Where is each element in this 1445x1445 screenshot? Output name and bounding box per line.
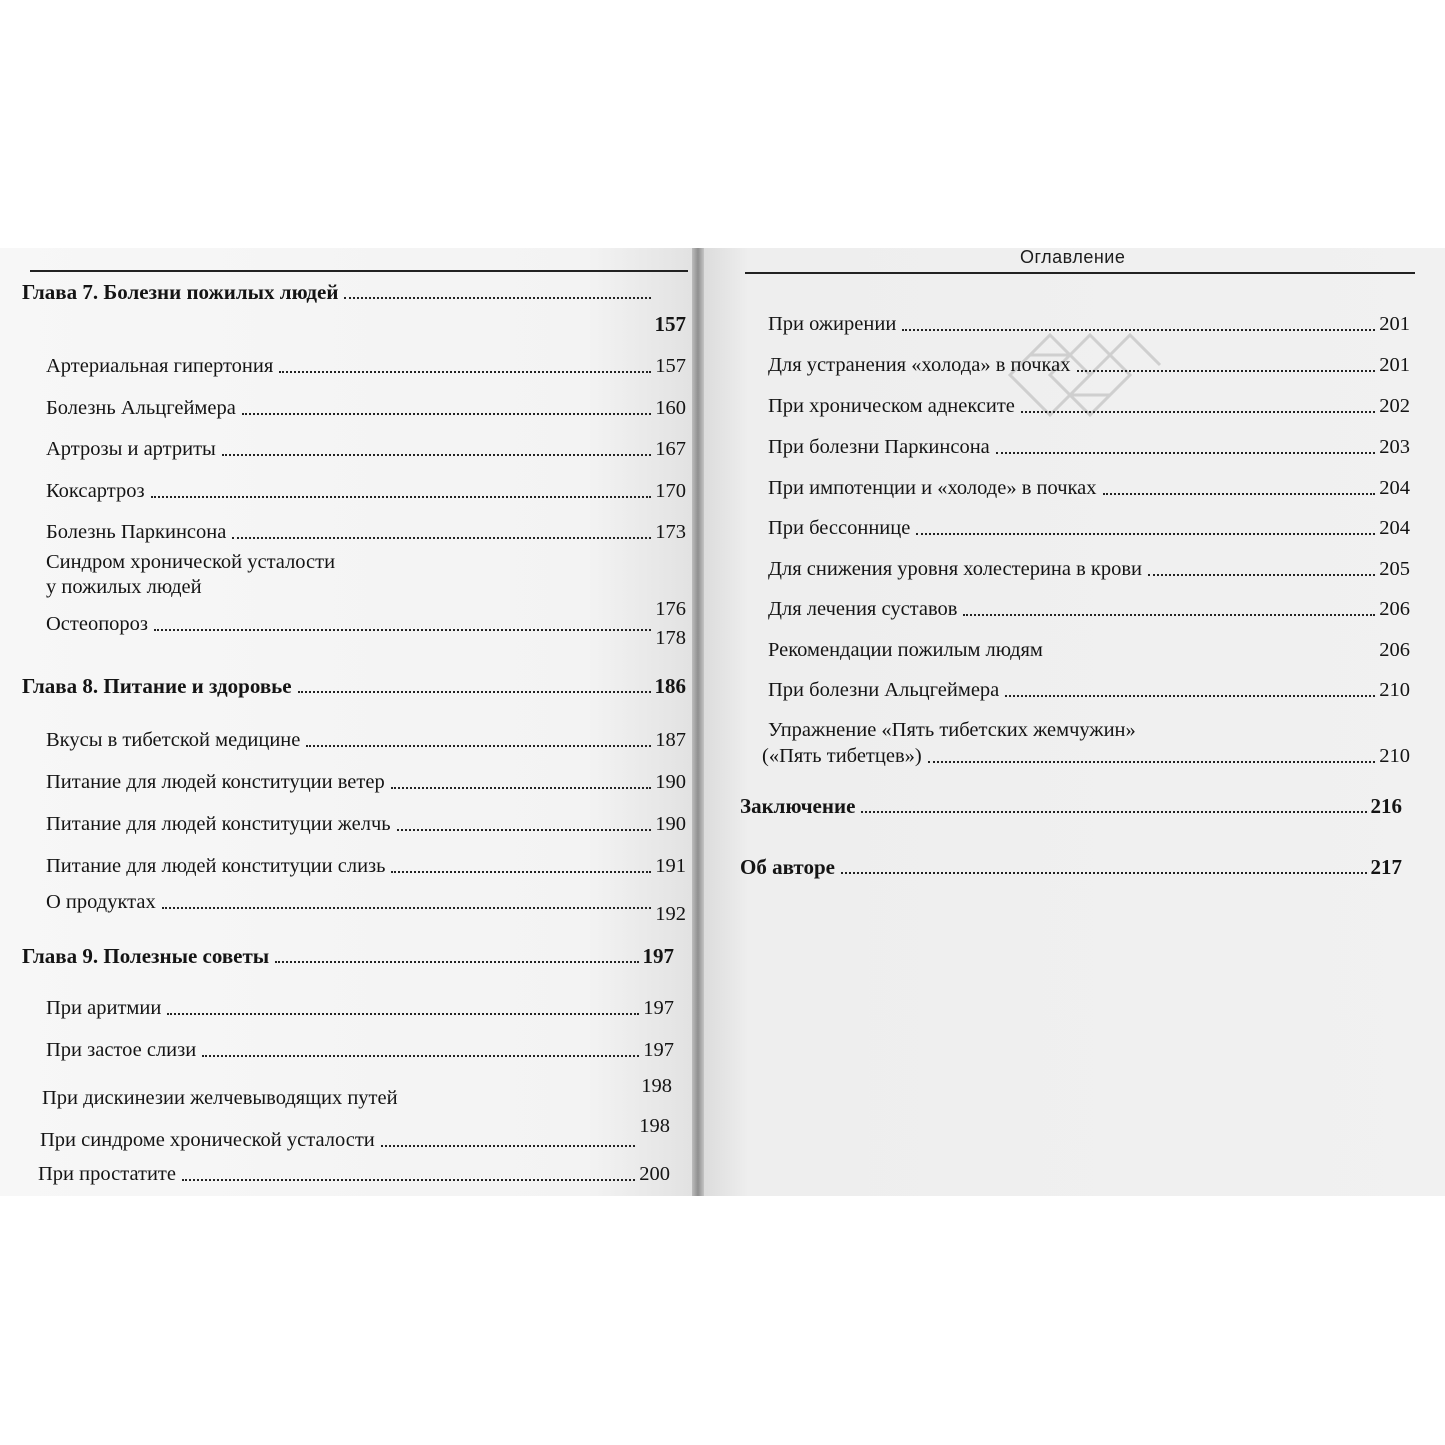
toc-leader <box>275 961 638 963</box>
toc-entry-title: Питание для людей конституции слизь <box>46 855 386 877</box>
toc-chapter-7[interactable] <box>22 280 686 336</box>
toc-leader <box>1103 493 1376 495</box>
toc-leader <box>861 811 1366 813</box>
toc-page-number: 170 <box>655 480 686 502</box>
toc-entry-title: Питание для людей конституции желчь <box>46 813 391 835</box>
toc-entry[interactable] <box>762 744 1410 768</box>
toc-entry[interactable] <box>46 354 686 378</box>
toc-leader <box>279 371 651 373</box>
toc-page-number: 186 <box>654 674 686 698</box>
toc-page-number: 160 <box>655 397 686 419</box>
toc-entry-title: При простатите <box>38 1163 176 1185</box>
toc-entry-title: Болезнь Альцгеймера <box>46 397 236 419</box>
toc-page-number: 197 <box>643 997 674 1019</box>
toc-page-number: 217 <box>1370 855 1402 879</box>
toc-about-author[interactable] <box>740 855 1402 879</box>
toc-page-number: 191 <box>655 855 686 877</box>
toc-leader <box>391 787 652 789</box>
toc-entry[interactable] <box>768 638 1410 662</box>
toc-conclusion[interactable] <box>740 794 1402 818</box>
toc-page-number: 216 <box>1370 794 1402 818</box>
toc-page-number: 205 <box>1379 558 1410 580</box>
toc-entry-title: Остеопороз <box>46 613 149 635</box>
toc-page-number: 157 <box>654 312 686 336</box>
header-rule-right <box>745 272 1415 274</box>
toc-entry-title: При импотенции и «холоде» в почках <box>768 477 1097 499</box>
toc-entry-title: Болезнь Паркинсона <box>46 521 227 543</box>
toc-entry[interactable] <box>768 516 1410 540</box>
toc-entry-title: Коксартроз <box>46 480 145 502</box>
toc-leader <box>242 413 651 415</box>
toc-entry[interactable] <box>46 890 686 925</box>
toc-leader <box>841 872 1367 874</box>
toc-chapter-8[interactable] <box>22 674 686 698</box>
toc-entry[interactable] <box>46 575 686 620</box>
toc-page-number: 176 <box>655 598 686 620</box>
toc-leader <box>306 745 651 747</box>
toc-leader <box>1077 370 1376 372</box>
toc-page-number: 167 <box>655 438 686 460</box>
toc-entry-title: Вкусы в тибетской медицине <box>46 729 301 751</box>
toc-entry[interactable] <box>46 396 686 420</box>
toc-page-number: 197 <box>642 944 674 968</box>
toc-page-number: 173 <box>655 521 686 543</box>
toc-entry-title: При бессоннице <box>768 517 911 539</box>
toc-entry-exercise-line1: Упражнение «Пять тибетских жемчужин» <box>768 719 1136 741</box>
header-rule-left <box>30 270 688 272</box>
toc-entry[interactable] <box>768 476 1410 500</box>
toc-page-number: 190 <box>655 813 686 835</box>
toc-page-number: 204 <box>1379 477 1410 499</box>
toc-entry-title: При застое слизи <box>46 1039 197 1061</box>
toc-entry[interactable] <box>46 479 686 503</box>
toc-chapter-title: Глава 7. Болезни пожилых людей <box>22 280 339 304</box>
toc-chapter-title: Заключение <box>740 794 856 818</box>
toc-page-number: 178 <box>655 627 686 649</box>
toc-entry[interactable] <box>46 770 686 794</box>
toc-entry[interactable] <box>768 435 1410 459</box>
toc-entry-title: Артериальная гипертония <box>46 355 274 377</box>
toc-entry[interactable] <box>46 1038 674 1062</box>
toc-leader <box>928 761 1376 763</box>
toc-leader <box>916 533 1375 535</box>
toc-entry[interactable] <box>768 394 1410 418</box>
toc-entry[interactable] <box>46 812 686 836</box>
toc-leader <box>344 297 650 299</box>
toc-entry-title: При болезни Паркинсона <box>768 436 990 458</box>
toc-leader <box>202 1055 639 1057</box>
toc-entry-title: О продуктах <box>46 891 156 913</box>
toc-entry[interactable] <box>768 312 1410 336</box>
toc-chapter-title: Глава 8. Питание и здоровье <box>22 674 292 698</box>
toc-entry[interactable] <box>38 1162 670 1186</box>
toc-leader <box>151 496 652 498</box>
toc-page-number: 157 <box>655 355 686 377</box>
toc-page-number: 192 <box>655 903 686 925</box>
book-gutter <box>692 248 704 1196</box>
toc-leader <box>391 871 651 873</box>
toc-page-number: 187 <box>655 729 686 751</box>
toc-entry[interactable] <box>46 854 686 878</box>
toc-entry[interactable] <box>46 996 674 1020</box>
toc-page-number: 198 <box>641 1075 672 1097</box>
toc-leader <box>167 1013 639 1015</box>
toc-entry-title: Для снижения уровня холестерина в крови <box>768 558 1143 580</box>
toc-page-number: 206 <box>1379 639 1410 661</box>
toc-entry[interactable] <box>46 520 686 544</box>
toc-page-number: 210 <box>1379 679 1410 701</box>
toc-entry[interactable] <box>46 728 686 752</box>
toc-page-number: 202 <box>1379 395 1410 417</box>
toc-leader <box>162 907 652 909</box>
toc-entry-title: При дискинезии желчевыводящих путей <box>42 1087 398 1109</box>
toc-page-number: 198 <box>639 1115 670 1137</box>
toc-entry[interactable] <box>46 612 686 649</box>
toc-leader <box>1005 695 1375 697</box>
toc-entry[interactable] <box>46 437 686 461</box>
toc-leader <box>996 452 1375 454</box>
toc-leader <box>154 629 651 631</box>
toc-leader <box>963 614 1375 616</box>
toc-entry-title: («Пять тибетцев») <box>762 745 922 767</box>
toc-leader <box>381 1145 635 1147</box>
toc-entry-title: Питание для людей конституции ветер <box>46 771 385 793</box>
toc-leader <box>222 454 651 456</box>
toc-leader <box>1148 574 1375 576</box>
toc-leader <box>397 829 652 831</box>
toc-leader <box>902 329 1375 331</box>
running-head: Оглавление <box>1020 247 1126 267</box>
toc-chapter-9[interactable] <box>22 944 674 968</box>
toc-entry-title: Артрозы и артриты <box>46 438 216 460</box>
toc-page-number: 210 <box>1379 745 1410 767</box>
toc-entry[interactable] <box>42 1075 672 1110</box>
toc-entry-title: При аритмии <box>46 997 162 1019</box>
toc-entry[interactable] <box>40 1115 670 1152</box>
toc-chapter-title: Об авторе <box>740 855 835 879</box>
toc-entry-title: Рекомендации пожилым людям <box>768 639 1043 661</box>
toc-leader <box>298 691 651 693</box>
toc-page-number: 201 <box>1379 354 1410 376</box>
toc-entry-title: При синдроме хронической усталости <box>40 1129 375 1151</box>
toc-entry[interactable] <box>768 678 1410 702</box>
toc-entry-title: При хроническом аднексите <box>768 395 1015 417</box>
toc-entry[interactable] <box>768 353 1410 377</box>
toc-entry-title: При болезни Альцгеймера <box>768 679 1000 701</box>
toc-entry-title: Для лечения суставов <box>768 598 958 620</box>
toc-entry-title: При ожирении <box>768 313 897 335</box>
toc-page-number: 204 <box>1379 517 1410 539</box>
toc-page-number: 206 <box>1379 598 1410 620</box>
toc-leader <box>232 537 651 539</box>
toc-entry-fatigue-line1: Синдром хронической усталости <box>46 551 336 573</box>
toc-page-number: 201 <box>1379 313 1410 335</box>
toc-page-number: 203 <box>1379 436 1410 458</box>
toc-entry-title: Для устранения «холода» в почках <box>768 354 1071 376</box>
toc-page-number: 197 <box>643 1039 674 1061</box>
toc-leader <box>1021 411 1375 413</box>
toc-page-number: 190 <box>655 771 686 793</box>
toc-entry[interactable] <box>768 597 1410 621</box>
toc-leader <box>182 1179 635 1181</box>
toc-entry[interactable] <box>768 557 1410 581</box>
toc-entry-title: у пожилых людей <box>46 576 202 598</box>
toc-page-number: 200 <box>639 1163 670 1185</box>
toc-chapter-title: Глава 9. Полезные советы <box>22 944 270 968</box>
